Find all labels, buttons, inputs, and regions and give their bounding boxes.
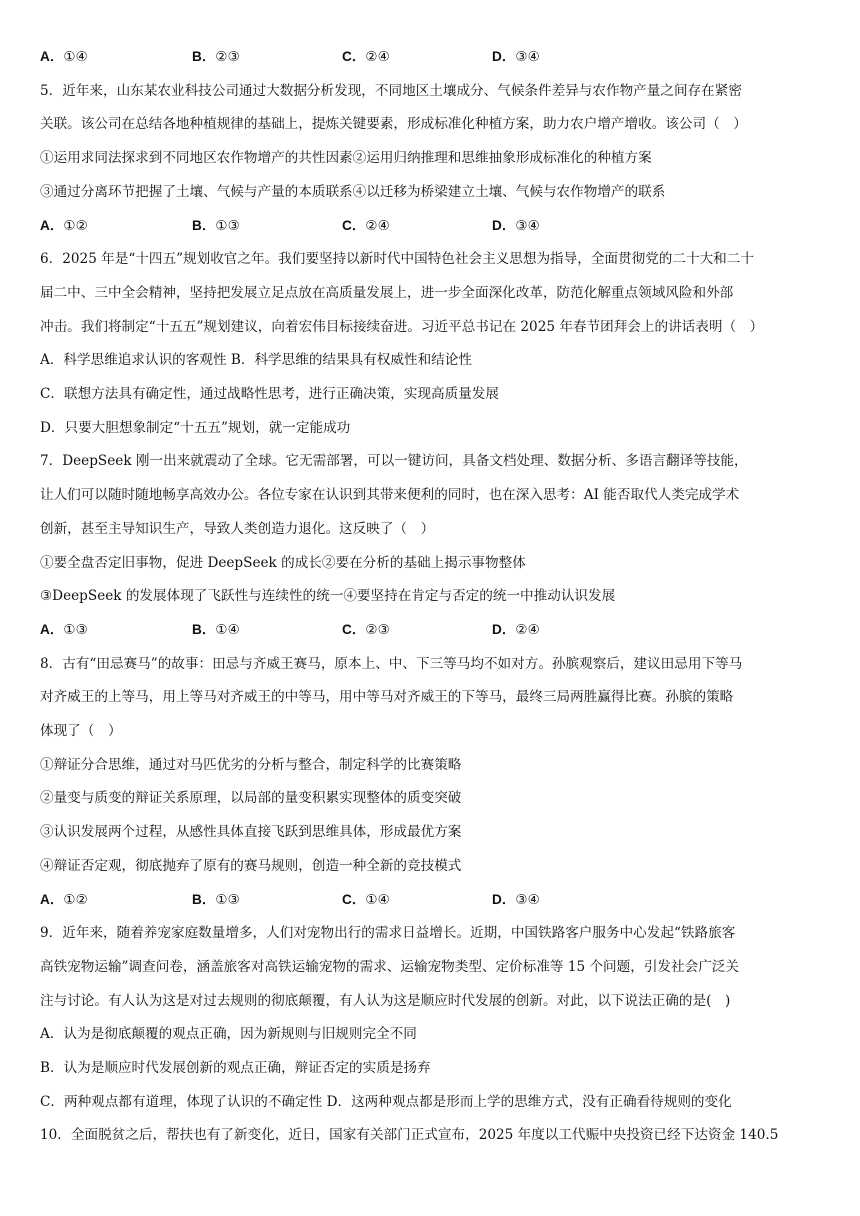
text-line: A．科学思维追求认识的客观性 B．科学思维的结果具有权威性和结论性 xyxy=(40,352,472,369)
option-key: C． xyxy=(342,49,366,64)
answer-option xyxy=(342,216,390,236)
text-line: C．联想方法具有确定性，通过战略性思考，进行正确决策，实现高质量发展 xyxy=(40,386,499,402)
answer-option xyxy=(492,47,540,67)
text-line: D．只要大胆想象制定“十五五”规划，就一定能成功 xyxy=(40,419,351,436)
text-line: 10．全面脱贫之后，帮扶也有了新变化，近日，国家有关部门正式宣布，2025 年度以工代赈中央投资已经下达资金 140.5 xyxy=(40,1127,779,1144)
option-key: D． xyxy=(492,891,516,907)
answer-option xyxy=(342,47,390,67)
text-line: B．认为是顺应时代发展创新的观点正确，辩证否定的实质是扬弃 xyxy=(40,1060,431,1076)
option-key: C． xyxy=(342,891,366,907)
text-line: 关联。该公司在总结各地种植规律的基础上，提炼关键要素，形成标准化种植方案，助力农户增产增收。该公司（ ） xyxy=(40,116,747,133)
option-text: ③④ xyxy=(515,217,540,234)
option-key: B． xyxy=(192,217,216,233)
text-line: 届二中、三中全会精神，坚持把发展立足点放在高质量发展上，进一步全面深化改革，防范化解重点领域风险和外部 xyxy=(40,284,734,301)
text-line: ①要全盘否定旧事物，促进 DeepSeek 的成长②要在分析的基础上揭示事物整体 xyxy=(40,554,526,571)
answer-option xyxy=(492,890,540,910)
option-text: ②③ xyxy=(215,49,240,65)
answer-options xyxy=(40,47,824,67)
text-line: 6．2025 年是“十四五”规划收官之年。我们要坚持以新时代中国特色社会主义思想为指导，全面贯彻党的二十大和二十 xyxy=(40,251,754,268)
text-line: ①辩证分合思维，通过对马匹优劣的分析与整合，制定科学的比赛策略 xyxy=(40,756,462,773)
answer-options xyxy=(40,216,824,236)
answer-option xyxy=(192,890,240,910)
answer-option xyxy=(192,47,240,67)
answer-option xyxy=(40,620,88,640)
option-key: A． xyxy=(40,217,64,233)
text-line: 体现了（ ） xyxy=(40,723,122,739)
text-line: 高铁宠物运输”调查问卷，涵盖旅客对高铁运输宠物的需求、运输宠物类型、定价标准等 15 个问题，引发社会广泛关 xyxy=(40,958,739,975)
answer-options xyxy=(40,890,824,910)
option-text: ①③ xyxy=(63,621,88,638)
option-text: ①③ xyxy=(215,217,240,234)
text-line: A．认为是彻底颠覆的观点正确，因为新规则与旧规则完全不同 xyxy=(40,1026,417,1043)
text-line: 8．古有“田忌赛马”的故事：田忌与齐威王赛马，原本上、中、下三等马均不如对方。孙膑观察后，建议田忌用下等马 xyxy=(40,655,743,672)
option-key: A． xyxy=(40,891,64,907)
option-text: ②④ xyxy=(365,49,390,65)
option-text: ①③ xyxy=(215,891,240,908)
option-text: ③④ xyxy=(515,49,540,65)
option-key: D． xyxy=(492,621,516,637)
option-text: ①④ xyxy=(215,621,240,638)
text-line: C．两种观点都有道理，体现了认识的不确定性 D．这两种观点都是形而上学的思维方式，没有正确看待规则的变化 xyxy=(40,1093,732,1110)
answer-option xyxy=(192,620,240,640)
option-key: B． xyxy=(192,621,216,637)
text-line: ③认识发展两个过程，从感性具体直接飞跃到思维具体，形成最优方案 xyxy=(40,824,462,841)
option-key: D． xyxy=(492,49,516,64)
text-line: ③通过分离环节把握了土壤、气候与产量的本质联系④以迁移为桥梁建立土壤、气候与农作物增产的联系 xyxy=(40,183,666,200)
option-text: ①② xyxy=(63,217,88,234)
option-text: ①④ xyxy=(63,49,88,65)
answer-option xyxy=(492,620,540,640)
option-text: ②④ xyxy=(365,217,390,234)
answer-option xyxy=(40,216,88,236)
option-text: ②③ xyxy=(365,621,390,638)
option-text: ②④ xyxy=(515,621,540,638)
answer-option xyxy=(492,216,540,236)
option-key: C． xyxy=(342,621,366,637)
text-line: 注与讨论。有人认为这是对过去规则的彻底颠覆，有人认为这是顺应时代发展的创新。对此，以下说法正确的是( ) xyxy=(40,992,731,1009)
text-line: ②量变与质变的辩证关系原理，以局部的量变积累实现整体的质变突破 xyxy=(40,790,462,807)
text-line: 9．近年来，随着养宠家庭数量增多，人们对宠物出行的需求日益增长。近期，中国铁路客户服务中心发起“铁路旅客 xyxy=(40,925,736,942)
option-text: ①④ xyxy=(365,891,390,908)
text-line: 创新，甚至主导知识生产，导致人类创造力退化。这反映了（ ） xyxy=(40,520,435,537)
answer-option xyxy=(342,890,390,910)
answer-options xyxy=(40,620,824,640)
text-line: ③DeepSeek 的发展体现了飞跃性与连续性的统一④要坚持在肯定与否定的统一中推动认识发展 xyxy=(40,588,616,605)
option-key: C． xyxy=(342,217,366,233)
option-key: B． xyxy=(192,49,216,64)
text-line: 冲击。我们将制定“十五五”规划建议，向着宏伟目标接续奋进。习近平总书记在 2025 年春节团拜会上的讲话表明（ ） xyxy=(40,318,764,335)
option-key: A． xyxy=(40,49,64,64)
answer-option xyxy=(40,890,88,910)
text-line: ①运用求同法探求到不同地区农作物增产的共性因素②运用归纳推理和思维抽象形成标准化的种植方案 xyxy=(40,150,652,167)
answer-option xyxy=(342,620,390,640)
option-text: ③④ xyxy=(515,891,540,908)
answer-option xyxy=(40,47,88,67)
option-key: B． xyxy=(192,891,216,907)
option-key: D． xyxy=(492,217,516,233)
text-line: 让人们可以随时随地畅享高效办公。各位专家在认识到其带来便利的同时，也在深入思考：AI 能否取代人类完成学术 xyxy=(40,487,740,504)
answer-option xyxy=(192,216,240,236)
option-key: A． xyxy=(40,621,64,637)
text-line: 对齐威王的上等马，用上等马对齐威王的中等马，用中等马对齐威王的下等马，最终三局两胜赢得比赛。孙膑的策略 xyxy=(40,689,734,706)
text-line: 7．DeepSeek 刚一出来就震动了全球。它无需部署，可以一键访问，具备文档处理、数据分析、多语言翻译等技能， xyxy=(40,453,748,470)
option-text: ①② xyxy=(63,891,88,908)
text-line: 5．近年来，山东某农业科技公司通过大数据分析发现，不同地区土壤成分、气候条件差异与农作物产量之间存在紧密 xyxy=(40,82,742,99)
text-line: ④辩证否定观，彻底抛弃了原有的赛马规则，创造一种全新的竞技模式 xyxy=(40,857,462,874)
